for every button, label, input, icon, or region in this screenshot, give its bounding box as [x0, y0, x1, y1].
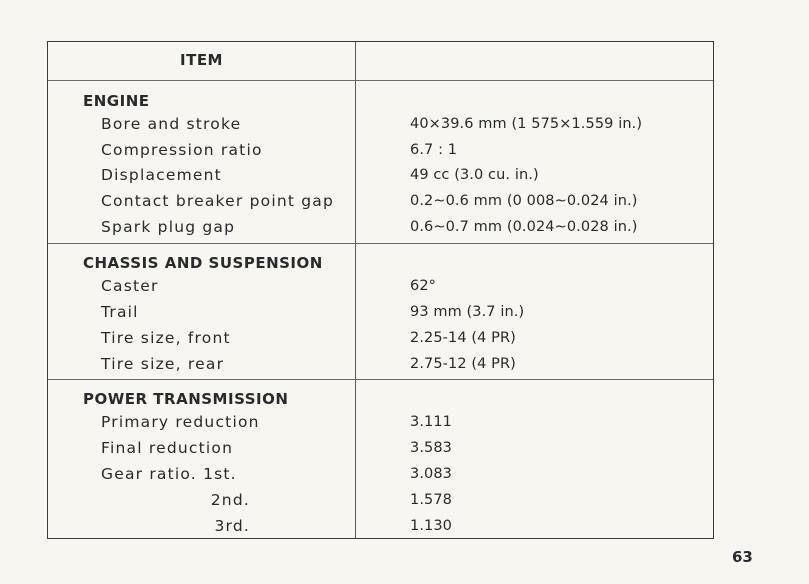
section-title-chassis: CHASSIS AND SUSPENSION	[83, 254, 323, 272]
value-caster: 62°	[410, 278, 437, 294]
label-displacement: Displacement	[101, 166, 222, 184]
label-tire-size-rear: Tire size, rear	[101, 355, 225, 373]
spec-table	[47, 41, 714, 539]
label-trail: Trail	[101, 303, 139, 321]
value-displacement: 49 cc (3.0 cu. in.)	[410, 167, 539, 183]
header-divider	[48, 80, 713, 81]
value-gear-ratio-2nd: 1.578	[410, 492, 453, 508]
value-tire-size-rear: 2.75-12 (4 PR)	[410, 356, 516, 372]
value-final-reduction: 3.583	[410, 440, 453, 456]
label-primary-reduction: Primary reduction	[101, 413, 260, 431]
column-divider	[355, 42, 356, 538]
value-tire-size-front: 2.25-14 (4 PR)	[410, 330, 516, 346]
section-title-power-transmission: POWER TRANSMISSION	[83, 390, 289, 408]
value-trail: 93 mm (3.7 in.)	[410, 304, 525, 320]
section-title-engine: ENGINE	[83, 92, 150, 110]
label-final-reduction: Final reduction	[101, 439, 234, 457]
label-gear-ratio-1st: Gear ratio. 1st.	[101, 465, 237, 483]
label-bore-and-stroke: Bore and stroke	[101, 115, 242, 133]
label-gear-ratio-2nd: 2nd.	[210, 491, 250, 509]
label-tire-size-front: Tire size, front	[101, 329, 231, 347]
value-spark-plug-gap: 0.6∼0.7 mm (0.024∼0.028 in.)	[410, 219, 638, 235]
page-number: 63	[732, 548, 753, 566]
value-compression-ratio: 6.7 : 1	[410, 142, 458, 158]
section-divider-engine	[48, 243, 713, 244]
value-gear-ratio-1st: 3.083	[410, 466, 453, 482]
label-spark-plug-gap: Spark plug gap	[101, 218, 236, 236]
value-contact-breaker-point-gap: 0.2∼0.6 mm (0 008∼0.024 in.)	[410, 193, 638, 209]
value-gear-ratio-3rd: 1.130	[410, 518, 453, 534]
label-compression-ratio: Compression ratio	[101, 141, 263, 159]
label-contact-breaker-point-gap: Contact breaker point gap	[101, 192, 335, 210]
item-column-header: ITEM	[180, 51, 223, 69]
section-divider-chassis	[48, 379, 713, 380]
value-primary-reduction: 3.111	[410, 414, 453, 430]
label-gear-ratio-3rd: 3rd.	[214, 517, 250, 535]
value-bore-and-stroke: 40×39.6 mm (1 575×1.559 in.)	[410, 116, 643, 132]
label-caster: Caster	[101, 277, 159, 295]
